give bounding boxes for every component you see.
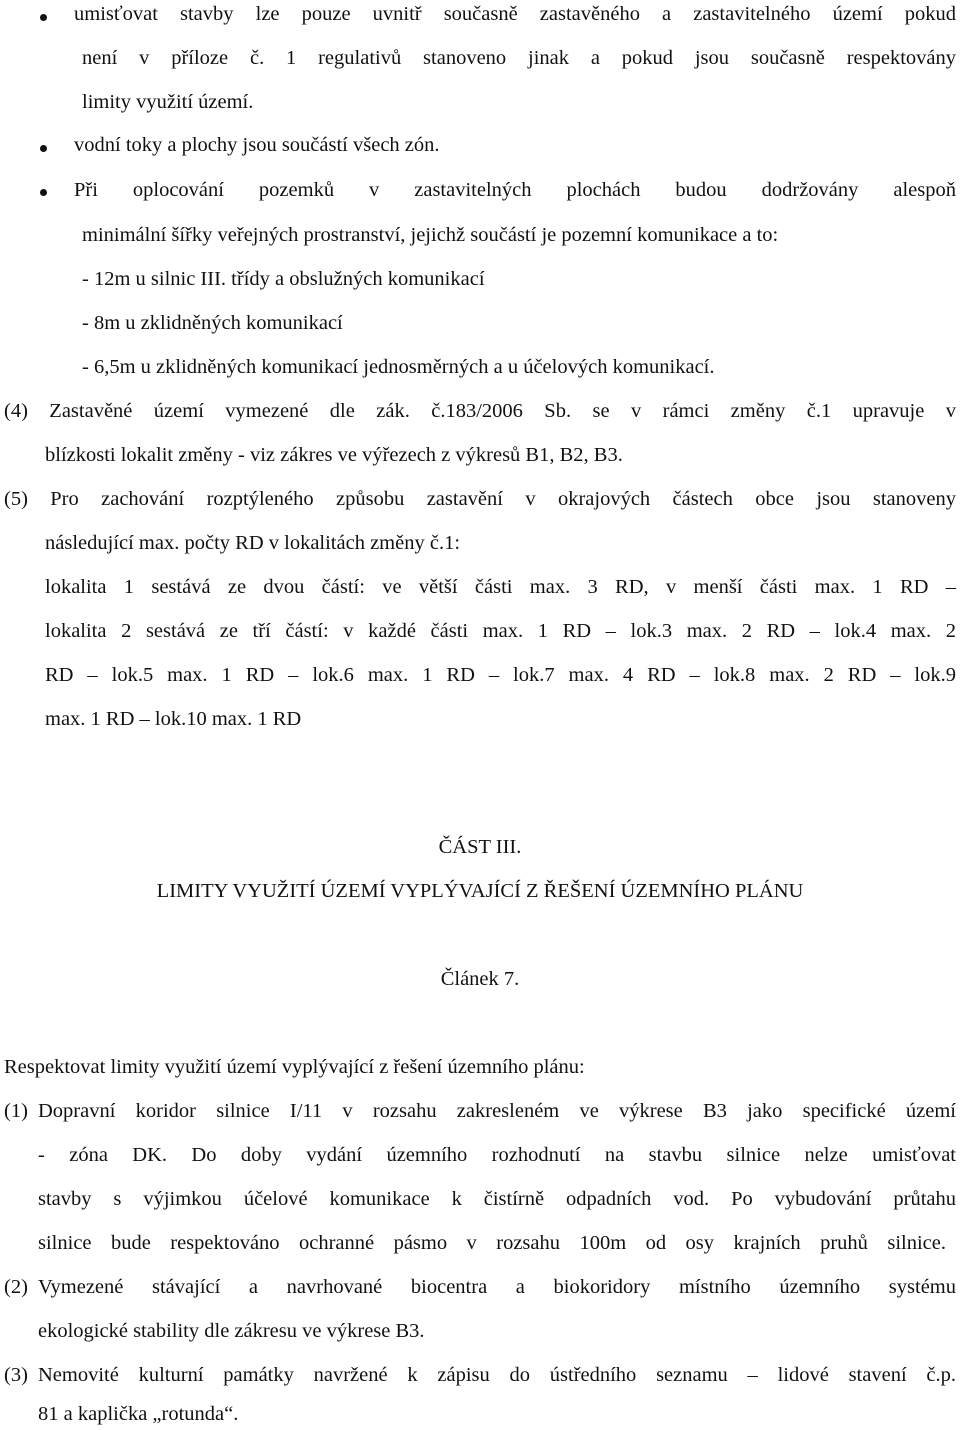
bullet-1-line-1: umisťovat stavby lze pouze uvnitř současně zastavěného a zastavitelného území pokud xyxy=(74,3,956,25)
para-5-line-4: lokalita 2 sestává ze tří částí: v každé části max. 1 RD – lok.3 max. 2 RD – lok.4 max. 2 xyxy=(45,620,956,642)
item-3-line-1: Nemovité kulturní památky navržené k zápisu do ústředního seznamu – lidové stavení č.p. xyxy=(38,1364,956,1386)
para-4-line-2: blízkosti lokalit změny - viz zákres ve výřezech z výkresů B1, B2, B3. xyxy=(45,444,623,466)
bullet-icon xyxy=(40,145,47,152)
para-5-line-6: max. 1 RD – lok.10 max. 1 RD xyxy=(45,708,302,730)
item-2-line-2: ekologické stability dle zákresu ve výkrese B3. xyxy=(38,1320,425,1342)
para-4-line-1: (4) Zastavěné území vymezené dle zák. č.183/2006 Sb. se v rámci změny č.1 upravuje v xyxy=(4,400,956,422)
item-1-line-2: - zóna DK. Do doby vydání územního rozhodnutí na stavbu silnice nelze umisťovat xyxy=(38,1144,956,1166)
bullet-1-line-3: limity využití území. xyxy=(82,91,254,113)
item-3-number: (3) xyxy=(4,1364,28,1386)
intro-text: Respektovat limity využití území vyplývající z řešení územního plánu: xyxy=(4,1056,585,1078)
item-1-line-3: stavby s výjimkou účelové komunikace k čistírně odpadních vod. Po vybudování průtahu xyxy=(38,1188,956,1210)
bullet-3-line-2: minimální šířky veřejných prostranství, jejichž součástí je pozemní komunikace a to: xyxy=(82,224,779,246)
item-2-line-1: Vymezené stávající a navrhované biocentra a biokoridory místního územního systému xyxy=(38,1276,956,1298)
item-1-line-1: Dopravní koridor silnice I/11 v rozsahu zakresleném ve výkrese B3 jako specifické území xyxy=(38,1100,956,1122)
para-5-line-1: (5) Pro zachování rozptýleného způsobu zastavění v okrajových částech obce jsou stanoveny xyxy=(4,488,956,510)
bullet-3-line-1: Při oplocování pozemků v zastavitelných plochách budou dodržovány alespoň xyxy=(74,179,956,201)
bullet-icon xyxy=(40,189,47,196)
item-3-line-2: 81 a kaplička „rotunda“. xyxy=(38,1403,239,1425)
bullet-3-line-3: - 12m u silnic III. třídy a obslužných komunikací xyxy=(82,268,485,290)
bullet-2-line-1: vodní toky a plochy jsou součástí všech zón. xyxy=(74,134,440,156)
para-5-line-3: lokalita 1 sestává ze dvou částí: ve větší části max. 3 RD, v menší části max. 1 RD – xyxy=(45,576,956,598)
item-2-number: (2) xyxy=(4,1276,28,1298)
item-1-number: (1) xyxy=(4,1100,28,1122)
bullet-3-line-5: - 6,5m u zklidněných komunikací jednosměrných a u účelových komunikací. xyxy=(82,356,715,378)
section-title: LIMITY VYUŽITÍ ÚZEMÍ VYPLÝVAJÍCÍ Z ŘEŠENÍ ÚZEMNÍHO PLÁNU xyxy=(156,880,804,902)
bullet-1-line-2: není v příloze č. 1 regulativů stanoveno jinak a pokud jsou současně respektovány xyxy=(82,47,956,69)
item-1-line-4: silnice bude respektováno ochranné pásmo v rozsahu 100m od osy krajních pruhů silnice. xyxy=(38,1232,946,1254)
para-5-line-5: RD – lok.5 max. 1 RD – lok.6 max. 1 RD – lok.7 max. 4 RD – lok.8 max. 2 RD – lok.9 xyxy=(45,664,956,686)
bullet-icon xyxy=(40,14,47,21)
article-title: Článek 7. xyxy=(440,968,520,990)
para-5-line-2: následující max. počty RD v lokalitách změny č.1: xyxy=(45,532,461,554)
part-title: ČÁST III. xyxy=(438,836,522,858)
bullet-3-line-4: - 8m u zklidněných komunikací xyxy=(82,312,343,334)
